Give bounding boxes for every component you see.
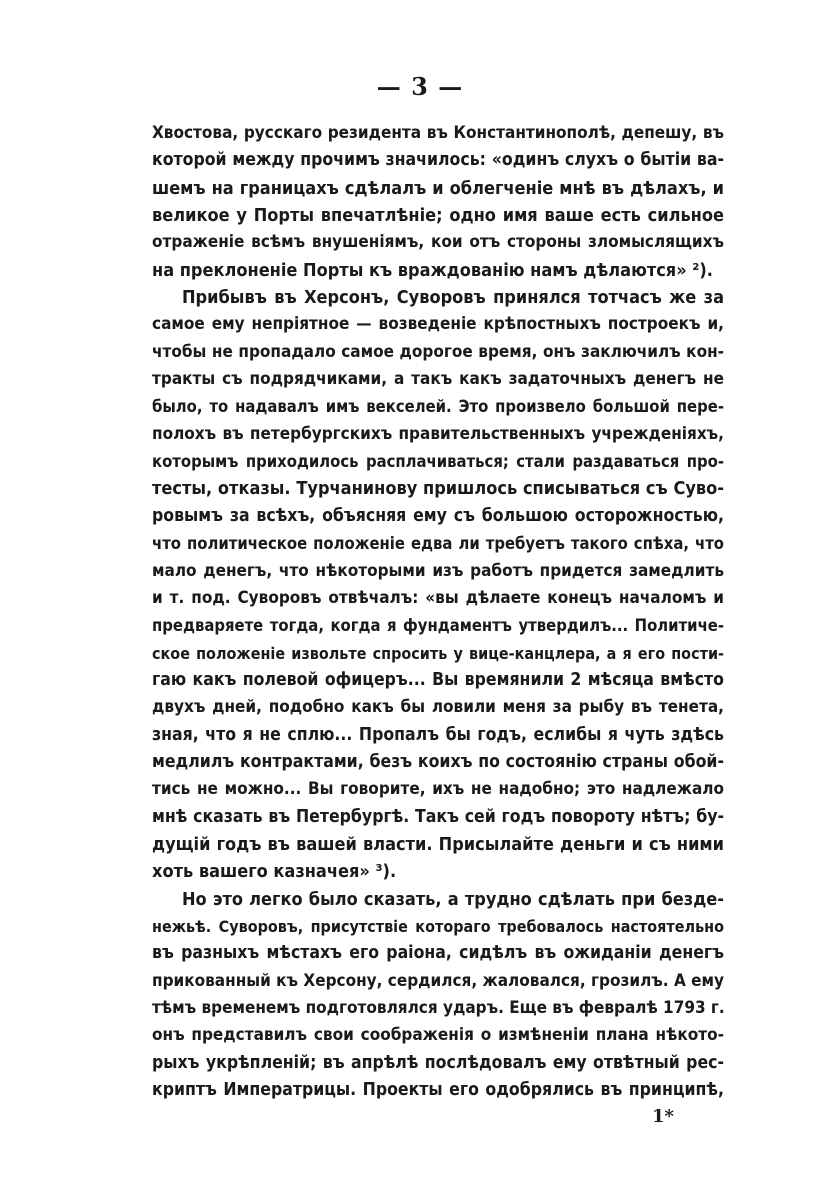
page-number: — 3 — [376,72,464,101]
body-text [152,120,724,1104]
text-line: которой между прочимъ значилось: «одинъ слухъ о бытіи ва- [152,150,724,171]
text-line: мнѣ сказать въ Петербургѣ. Такъ сей годъ повороту нѣтъ; бу- [152,806,724,827]
text-line: и т. под. Суворовъ отвѣчалъ: «вы дѣлаете конецъ началомъ и [152,587,724,608]
text-line: онъ представилъ свои соображенія о измѣненіи плана нѣкото- [152,1025,724,1046]
text-line: тись не можно... Вы говорите, ихъ не надобно; это надлежало [152,779,724,800]
text-line: отраженіе всѣмъ внушеніямъ, кои отъ стороны зломыслящихъ [152,232,724,253]
text-line: предваряете тогда, когда я фундаментъ утвердилъ... Политиче- [152,616,724,636]
text-line: ское положеніе извольте спросить у вице-канцлера, а я его пости- [152,643,724,663]
text-line: Хвостова, русскаго резидента въ Константинополѣ, депешу, въ [152,123,724,143]
text-line: криптъ Императрицы. Проекты его одобрялись въ принципѣ, [152,1080,724,1101]
text-line: тѣмъ временемъ подготовлялся ударъ. Еще въ февралѣ 1793 г. [152,998,725,1018]
text-line: чтобы не пропадало самое дорогое время, онъ заключилъ кон- [152,341,724,362]
text-line: великое у Порты впечатлѣніе; одно имя ваше есть сильное [152,205,724,227]
text-line: на преклоненіе Порты къ враждованію намъ дѣлаются» ²). [152,259,713,281]
text-line: прикованный къ Херсону, сердился, жаловался, грозилъ. А ему [152,970,724,991]
text-line: которымъ приходилось расплачиваться; стали раздаваться про- [152,452,724,472]
text-line: было, то надавалъ имъ векселей. Это произвело большой пере- [152,397,724,417]
text-line: тесты, отказы. Турчанинову пришлось списываться съ Суво- [152,478,724,500]
text-line: полохъ въ петербургскихъ правительственныхъ учрежденіяхъ, [152,423,724,444]
text-line: зная, что я не сплю... Пропалъ бы годъ, еслибы я чуть здѣсь [152,724,724,745]
text-line: самое ему непріятное — возведеніе крѣпостныхъ построекъ и, [152,314,724,335]
text-line: нежьѣ. Суворовъ, присутствіе котораго требовалось настоятельно [152,916,724,936]
text-line: рыхъ укрѣпленій; въ апрѣлѣ послѣдовалъ ему отвѣтный рес- [152,1052,724,1073]
text-line: хоть вашего казначея» ³). [152,861,397,883]
text-line: медлилъ контрактами, безъ коихъ по состоянію страны обой- [152,751,724,772]
text-line: Прибывъ въ Херсонъ, Суворовъ принялся тотчасъ же за [182,287,724,309]
text-line: дущій годъ въ вашей власти. Присылайте деньги и съ ними [152,833,724,855]
text-line: тракты съ подрядчиками, а такъ какъ задаточныхъ денегъ не [152,369,724,390]
text-line: Но это легко было сказать, а трудно сдѣлать при безде- [182,888,724,910]
text-line: гаю какъ полевой офицеръ... Вы времянили 2 мѣсяца вмѣсто [152,669,724,690]
text-line: мало денегъ, что нѣкоторыми изъ работъ придется замедлить [152,560,724,581]
text-line: двухъ дней, подобно какъ бы ловили меня за рыбу въ тенета, [152,697,724,718]
text-line: ровымъ за всѣхъ, объясняя ему съ большою осторожностью, [152,505,724,526]
text-line: шемъ на границахъ сдѣлалъ и облегченіе мнѣ въ дѣлахъ, и [152,177,724,199]
text-line: что политическое положеніе едва ли требуетъ такого спѣха, что [152,534,724,554]
signature-mark: 1* [652,1106,674,1127]
text-line: въ разныхъ мѣстахъ его раіона, сидѣлъ въ ожиданіи денегъ [152,943,724,964]
